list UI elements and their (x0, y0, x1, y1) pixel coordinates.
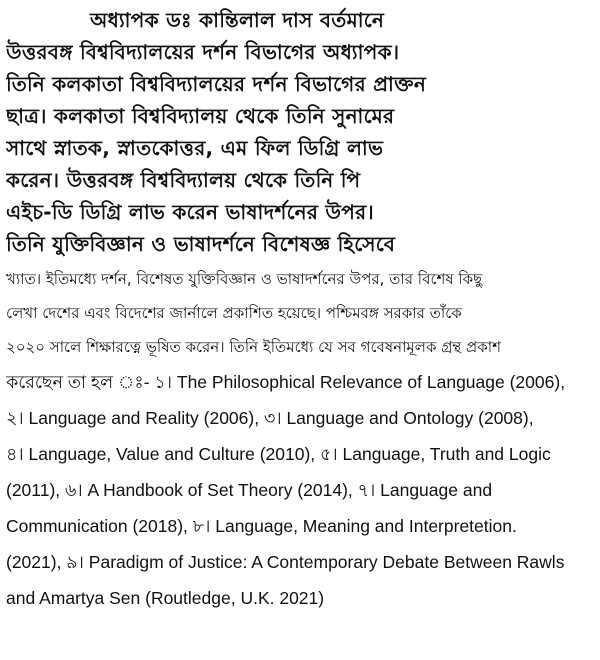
publication-line-7: and Amartya Sen (Routledge, U.K. 2021) (6, 588, 325, 608)
publication-line-2: ২। Language and Reality (2006), ৩। Language and Ontology (2008), (6, 408, 534, 428)
publication-line-1: করেছেন তা হল ঃ- ১। The Philosophical Relevance of Language (2006), (6, 372, 566, 392)
publication-line-4: (2011), ৬। A Handbook of Set Theory (2014), ৭। Language and (6, 480, 493, 500)
bio-line-5: সাথে স্নাতক, স্নাতকোত্তর, এম ফিল ডিগ্রি লাভ (6, 136, 384, 160)
publication-line-6: (2021), ৯। Paradigm of Justice: A Contemporary Debate Between Rawls (6, 552, 565, 572)
bio-line-1: অধ্যাপক ডঃ কান্তিলাল দাস বর্তমানে (90, 8, 385, 32)
bio-line-2: উত্তরবঙ্গ বিশ্ববিদ্যালয়ের দর্শন বিভাগের অধ্যাপক। (6, 40, 400, 64)
bio-line-6: করেন। উত্তরবঙ্গ বিশ্ববিদ্যালয় থেকে তিনি পি (6, 168, 361, 192)
bio-line-8: তিনি যুক্তিবিজ্ঞান ও ভাষাদর্শনে বিশেষজ্ঞ হিসেবে (6, 232, 396, 256)
bio-line-11: ২০২০ সালে শিক্ষারত্নে ভূষিত করেন। তিনি ইতিমধ্যে যে সব গবেষনামূলক গ্রন্থ প্রকাশ (6, 338, 501, 356)
bio-line-3: তিনি কলকাতা বিশ্ববিদ্যালয়ের দর্শন বিভাগের প্রাক্তন (6, 72, 427, 96)
bio-line-7: এইচ-ডি ডিগ্রি লাভ করেন ভাষাদর্শনের উপর। (6, 200, 374, 224)
publication-line-5: Communication (2018), ৮। Language, Meaning and Interpretetion. (6, 516, 517, 536)
author-bio-page (6, 4, 596, 656)
bio-line-4: ছাত্র। কলকাতা বিশ্ববিদ্যালয় থেকে তিনি সুনামের (6, 104, 395, 128)
bio-line-10: লেখা দেশের এবং বিদেশের জার্নালে প্রকাশিত হয়েছে। পশ্চিমবঙ্গ সরকার তাঁকে (6, 304, 462, 322)
bio-line-9: খ্যাত। ইতিমধ্যে দর্শন, বিশেষত যুক্তিবিজ্ঞান ও ভাষাদর্শনের উপর, তার বিশেষ কিছু (6, 270, 483, 288)
publication-line-3: ৪। Language, Value and Culture (2010), ৫। Language, Truth and Logic (6, 444, 551, 464)
